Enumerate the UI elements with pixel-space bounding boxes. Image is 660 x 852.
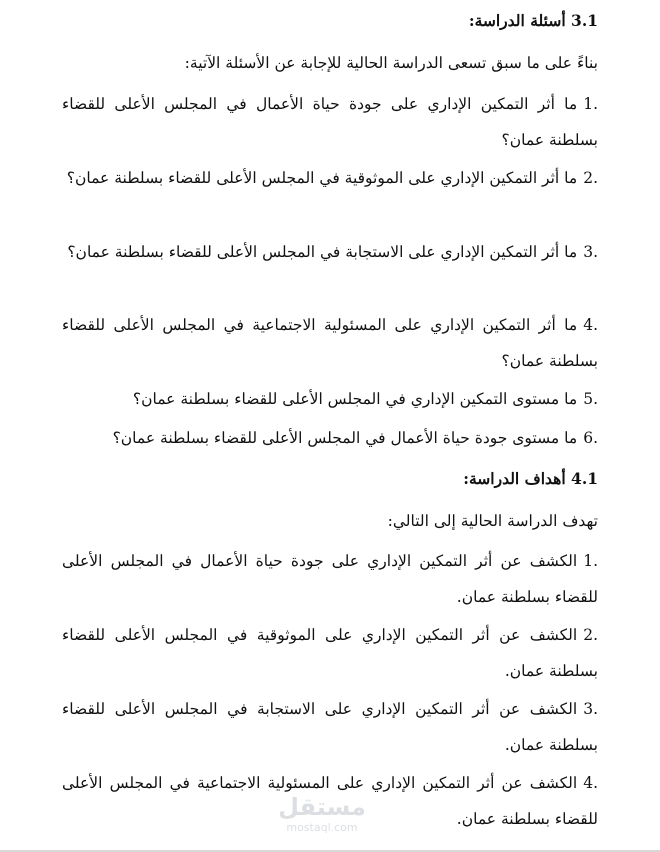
question-item-2 xyxy=(62,160,598,196)
question-number: .3 xyxy=(583,243,598,261)
question-text: ما أثر التمكين الإداري على الموثوقية في المجلس الأعلى للقضاء بسلطنة عمان؟ xyxy=(66,169,578,187)
objective-item-2 xyxy=(62,617,598,689)
question-item-4 xyxy=(62,307,598,379)
objective-number: .4 xyxy=(583,774,598,792)
objective-text: الكشف عن أثر التمكين الإداري على المسئولية الاجتماعية في المجلس الأعلى للقضاء بسلطنة عمان. xyxy=(62,774,598,828)
question-number: .1 xyxy=(583,95,598,113)
objective-number: .1 xyxy=(583,552,598,570)
objective-text: الكشف عن أثر التمكين الإداري على الموثوقية في المجلس الأعلى للقضاء بسلطنة عمان. xyxy=(62,626,598,680)
objective-text: الكشف عن أثر التمكين الإداري على جودة حياة الأعمال في المجلس الأعلى للقضاء بسلطنة عمان. xyxy=(62,552,598,606)
question-text: ما أثر التمكين الإداري على الاستجابة في المجلس الأعلى للقضاء بسلطنة عمان؟ xyxy=(67,243,578,261)
question-text: ما أثر التمكين الإداري على المسئولية الاجتماعية في المجلس الأعلى للقضاء بسلطنة عمان؟ xyxy=(62,316,598,370)
objective-number: .3 xyxy=(583,700,598,718)
objectives-intro: تهدف الدراسة الحالية إلى التالي: xyxy=(387,512,598,530)
question-number: .6 xyxy=(583,429,598,447)
watermark-url: mostaql.com xyxy=(286,821,358,834)
objective-text: الكشف عن أثر التمكين الإداري على الاستجابة في المجلس الأعلى للقضاء بسلطنة عمان. xyxy=(62,700,598,754)
section-heading-questions: 3.1 أسئلة الدراسة: xyxy=(468,11,598,30)
question-text: ما أثر التمكين الإداري على جودة حياة الأعمال في المجلس الأعلى للقضاء بسلطنة عمان؟ xyxy=(62,95,598,149)
question-item-5 xyxy=(133,381,598,417)
question-number: .2 xyxy=(583,169,598,187)
mostaql-watermark xyxy=(262,793,382,843)
objective-number: .2 xyxy=(583,626,598,644)
question-item-3 xyxy=(62,234,598,270)
question-item-1 xyxy=(62,86,598,158)
question-text: ما مستوى جودة حياة الأعمال في المجلس الأعلى للقضاء بسلطنة عمان؟ xyxy=(112,429,578,447)
objective-item-1 xyxy=(62,543,598,615)
question-item-6 xyxy=(113,420,598,456)
objective-item-3 xyxy=(62,691,598,763)
question-number: .4 xyxy=(583,316,598,334)
questions-intro: بناءً على ما سبق تسعى الدراسة الحالية للإجابة عن الأسئلة الآتية: xyxy=(184,54,598,72)
watermark-logo: مستقل xyxy=(278,793,366,821)
question-number: .5 xyxy=(583,390,598,408)
section-heading-objectives: 4.1 أهداف الدراسة: xyxy=(463,469,598,488)
question-text: ما مستوى التمكين الإداري في المجلس الأعلى للقضاء بسلطنة عمان؟ xyxy=(132,390,578,408)
